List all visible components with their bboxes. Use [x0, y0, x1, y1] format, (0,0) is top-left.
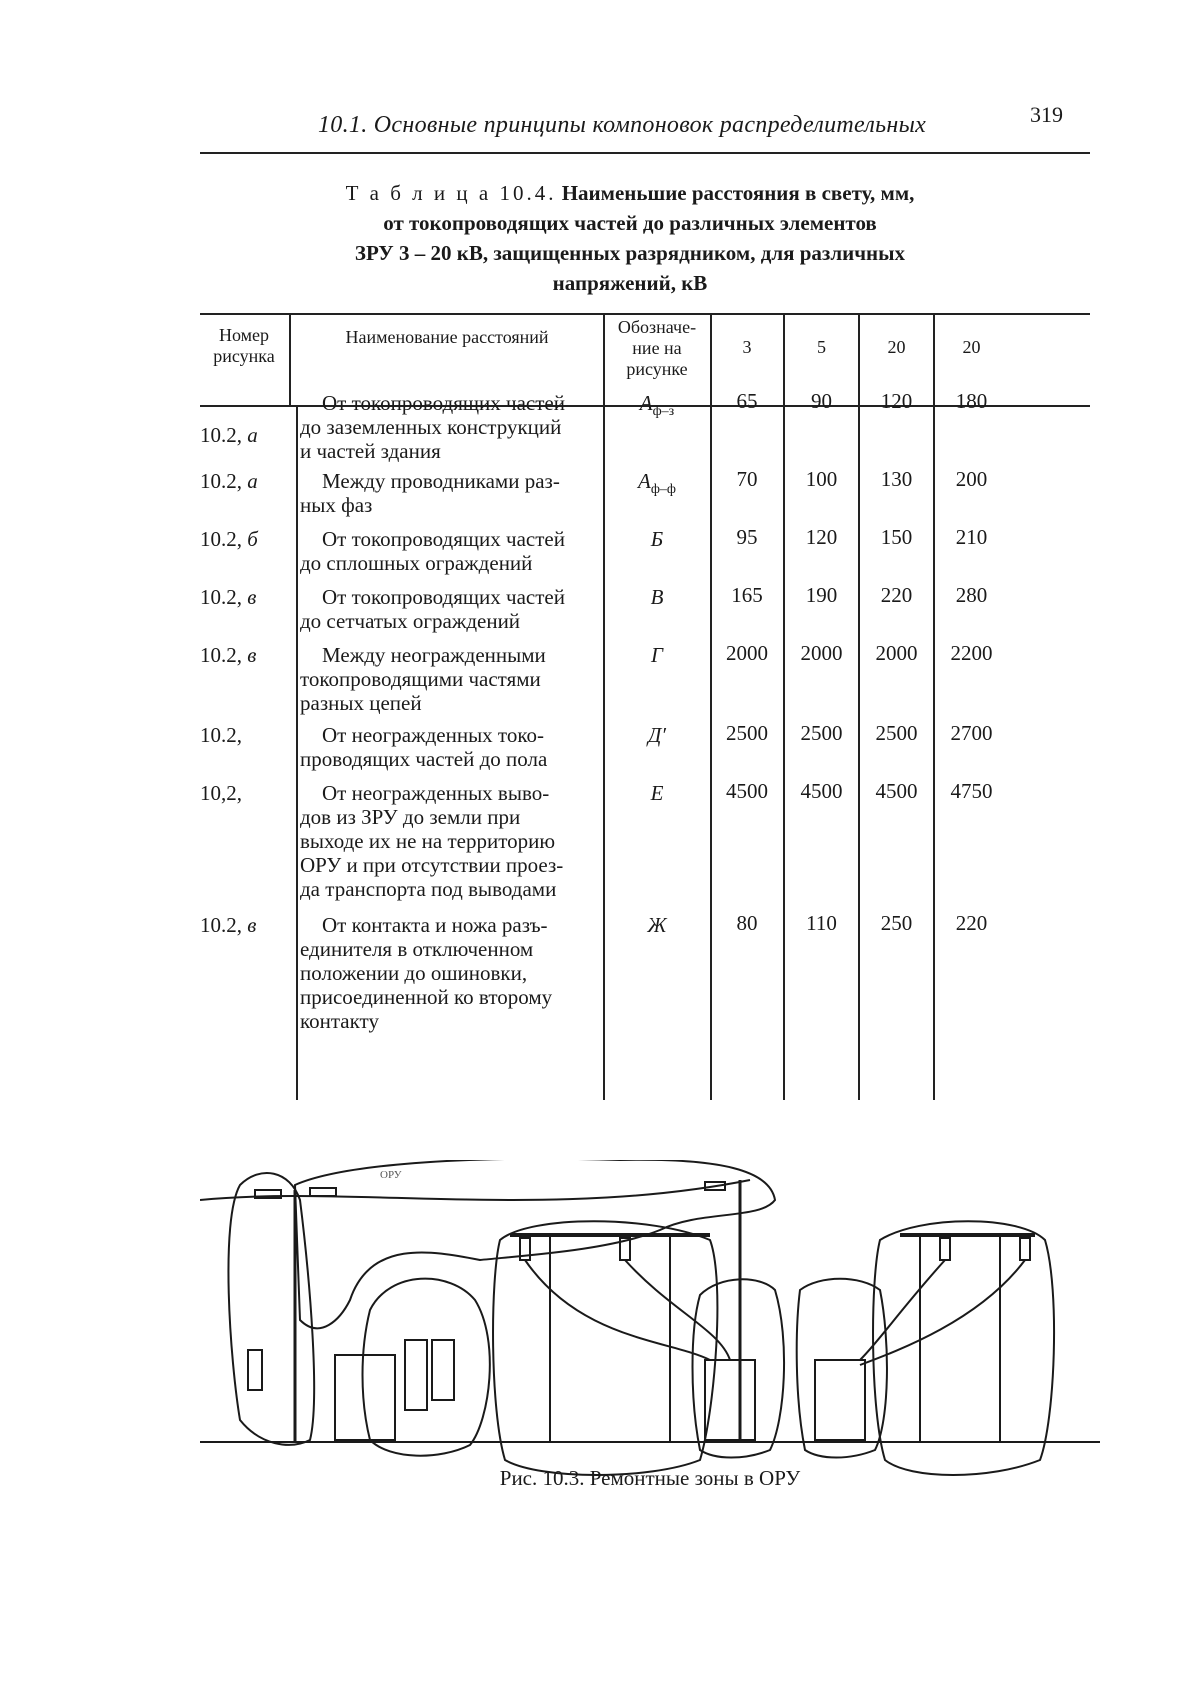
- header-voltage-3: 20: [887, 337, 906, 357]
- row-value-4: 210: [955, 525, 988, 549]
- header-voltage-2: 5: [817, 337, 826, 357]
- row-symbol: $А_{ф-ф}$: [638, 469, 676, 498]
- row-symbol: $А_{ф-з}$: [639, 391, 675, 420]
- col-divider-2: [603, 313, 605, 1100]
- row-description: От токопроводящих частей до сплошных ограждений: [300, 527, 565, 575]
- row-fig: 10.2, б: [200, 527, 258, 551]
- col-divider-1b: [296, 405, 298, 1100]
- row-value-2: 2000: [800, 641, 843, 665]
- row-symbol: Б: [650, 527, 664, 551]
- row-description: Между проводниками раз- ных фаз: [300, 469, 560, 517]
- col-divider-5: [858, 313, 860, 1100]
- row-value-1: 70: [736, 467, 758, 491]
- col-divider-1: [289, 313, 291, 405]
- row-value-4: 2700: [950, 721, 993, 745]
- row-fig: 10.2, а: [200, 469, 258, 493]
- col-divider-6: [933, 313, 935, 1100]
- overhead-line: [200, 1180, 750, 1200]
- row-value-3: 150: [880, 525, 913, 549]
- caption-line-2: от токопроводящих частей до различных элементов: [383, 211, 877, 235]
- row-symbol: Е: [650, 781, 664, 805]
- row-value-1: 95: [736, 525, 758, 549]
- col-divider-4: [783, 313, 785, 1100]
- row-description: От контакта и ножа разъ- единителя в отключенном положении до ошиновки, присоединенной ко второму контакту: [300, 913, 553, 1033]
- row-value-1: 165: [731, 583, 763, 607]
- row-value-2: 4500: [800, 779, 843, 803]
- row-value-3: 2500: [875, 721, 918, 745]
- table-top-rule: [200, 313, 1090, 315]
- table-caption: [250, 178, 1010, 298]
- row-value-1: 80: [736, 911, 758, 935]
- row-fig: 10.2, а: [200, 423, 258, 447]
- row-value-4: 280: [955, 583, 988, 607]
- table-label: Т а б л и ц а 10.4.: [345, 181, 557, 205]
- header-voltage-4: 20: [962, 337, 981, 357]
- row-symbol: Г: [651, 643, 663, 667]
- row-description: Между неогражденными токопроводящими частями разных цепей: [300, 643, 546, 715]
- running-head: [200, 92, 1090, 154]
- caption-line-1: Наименьшие расстояния в свету, мм,: [561, 181, 915, 205]
- row-value-4: 4750: [950, 779, 993, 803]
- row-description: От токопроводящих частей до заземленных конструкций и частей здания: [300, 391, 565, 463]
- running-title: 10.1. Основные принципы компоновок распределительных: [318, 112, 927, 138]
- page-number: 319: [1030, 102, 1063, 127]
- row-value-1: 2000: [726, 641, 768, 665]
- row-symbol: В: [650, 585, 664, 609]
- row-value-4: 2200: [950, 641, 993, 665]
- row-value-2: 190: [805, 583, 838, 607]
- row-fig: 10,2,: [200, 781, 242, 805]
- row-fig: 10.2,: [200, 723, 242, 747]
- row-value-3: 120: [880, 389, 913, 413]
- row-value-2: 100: [805, 467, 838, 491]
- repair-zone-outline: [295, 1160, 775, 1328]
- row-value-2: 2500: [800, 721, 843, 745]
- distance-table: [200, 313, 1090, 1100]
- row-value-3: 4500: [875, 779, 918, 803]
- header-name: Наименование расстояний: [345, 327, 549, 347]
- figure-caption: Рис. 10.3. Ремонтные зоны в ОРУ: [499, 1466, 801, 1490]
- row-symbol: Ж: [647, 913, 667, 937]
- repair-zone-outline: [228, 1173, 314, 1445]
- caption-line-3: ЗРУ 3 – 20 кВ, защищенных разрядником, для различных: [354, 241, 906, 265]
- col-divider-3: [710, 313, 712, 1100]
- row-value-2: 120: [805, 525, 838, 549]
- row-value-3: 220: [880, 583, 913, 607]
- row-description: От токопроводящих частей до сетчатых ограждений: [300, 585, 565, 633]
- row-value-4: 220: [955, 911, 988, 935]
- row-value-3: 250: [880, 911, 913, 935]
- header-fig: Номер рисунка: [213, 325, 275, 366]
- header-voltage-1: 3: [742, 337, 752, 357]
- row-description: От неогражденных токо- проводящих частей до пола: [300, 723, 548, 771]
- row-symbol: Д′: [648, 723, 666, 747]
- row-value-4: 200: [955, 467, 988, 491]
- row-value-4: 180: [955, 389, 988, 413]
- row-value-3: 2000: [875, 641, 918, 665]
- repair-zones-figure: [200, 1160, 1100, 1480]
- row-description: От неогражденных выво- дов из ЗРУ до земли при выходе их не на территорию ОРУ и при отсутствии проез- да транспорта под выводами: [300, 781, 564, 901]
- row-value-2: 90: [811, 389, 832, 413]
- row-fig: 10.2, в: [200, 585, 257, 609]
- row-value-1: 4500: [726, 779, 768, 803]
- header-symbol: Обозначе- ние на рисунке: [617, 317, 697, 379]
- row-fig: 10.2, в: [200, 643, 257, 667]
- row-value-2: 110: [806, 911, 837, 935]
- row-fig: 10.2, в: [200, 913, 257, 937]
- caption-line-4: напряжений, кВ: [552, 271, 708, 295]
- row-value-1: 2500: [726, 721, 768, 745]
- row-value-1: 65: [736, 389, 758, 413]
- row-value-3: 130: [880, 467, 913, 491]
- figure-inner-label: ОРУ: [380, 1169, 402, 1181]
